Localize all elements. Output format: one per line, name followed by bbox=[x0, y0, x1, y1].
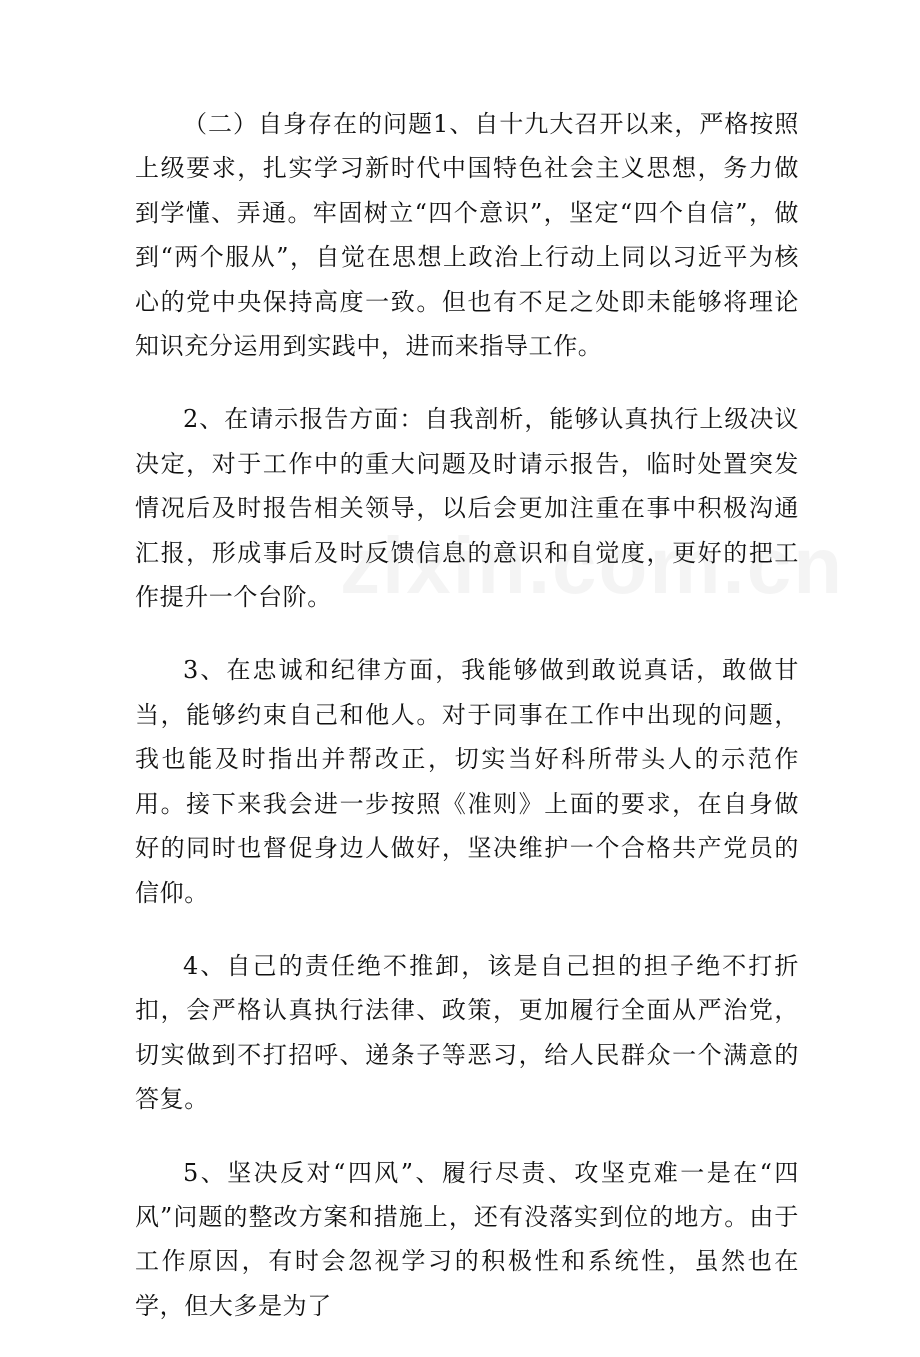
document-body bbox=[135, 102, 799, 1357]
paragraph-4: 4、自己的责任绝不推卸，该是自己担的担子绝不打折扣，会严格认真执行法律、政策，更加履行全面从严治党，切实做到不打招呼、递条子等恶习，给人民群众一个满意的答复。 bbox=[135, 951, 799, 1114]
paragraph-3: 3、在忠诚和纪律方面，我能够做到敢说真话，敢做甘当，能够约束自己和他人。对于同事在工作中出现的问题，我也能及时指出并帮改正，切实当好科所带头人的示范作用。接下来我会进一步按照《准则》上面的要求，在自身做好的同时也督促身边人做好，坚决维护一个合格共产党员的信仰。 bbox=[135, 656, 799, 907]
paragraph-2: 2、在请示报告方面：自我剖析，能够认真执行上级决议决定，对于工作中的重大问题及时请示报告，临时处置突发情况后及时报告相关领导，以后会更加注重在事中积极沟通汇报，形成事后及时反馈信息的意识和自觉度，更好的把工作提升一个台阶。 bbox=[135, 405, 799, 612]
paragraph-5: 5、坚决反对“四风”、履行尽责、攻坚克难一是在“四风”问题的整改方案和措施上，还有没落实到位的地方。由于工作原因，有时会忽视学习的积极性和系统性，虽然也在学，但大多是为了 bbox=[135, 1158, 799, 1320]
paragraph-1: （二）自身存在的问题1、自十九大召开以来，严格按照上级要求，扎实学习新时代中国特色社会主义思想，务力做到学懂、弄通。牢固树立“四个意识”，坚定“四个自信”，做到“两个服从”，自觉在思想上政治上行动上同以习近平为核心的党中央保持高度一致。但也有不足之处即未能够将理论知识充分运用到实践中，进而来指导工作。 bbox=[135, 110, 799, 361]
